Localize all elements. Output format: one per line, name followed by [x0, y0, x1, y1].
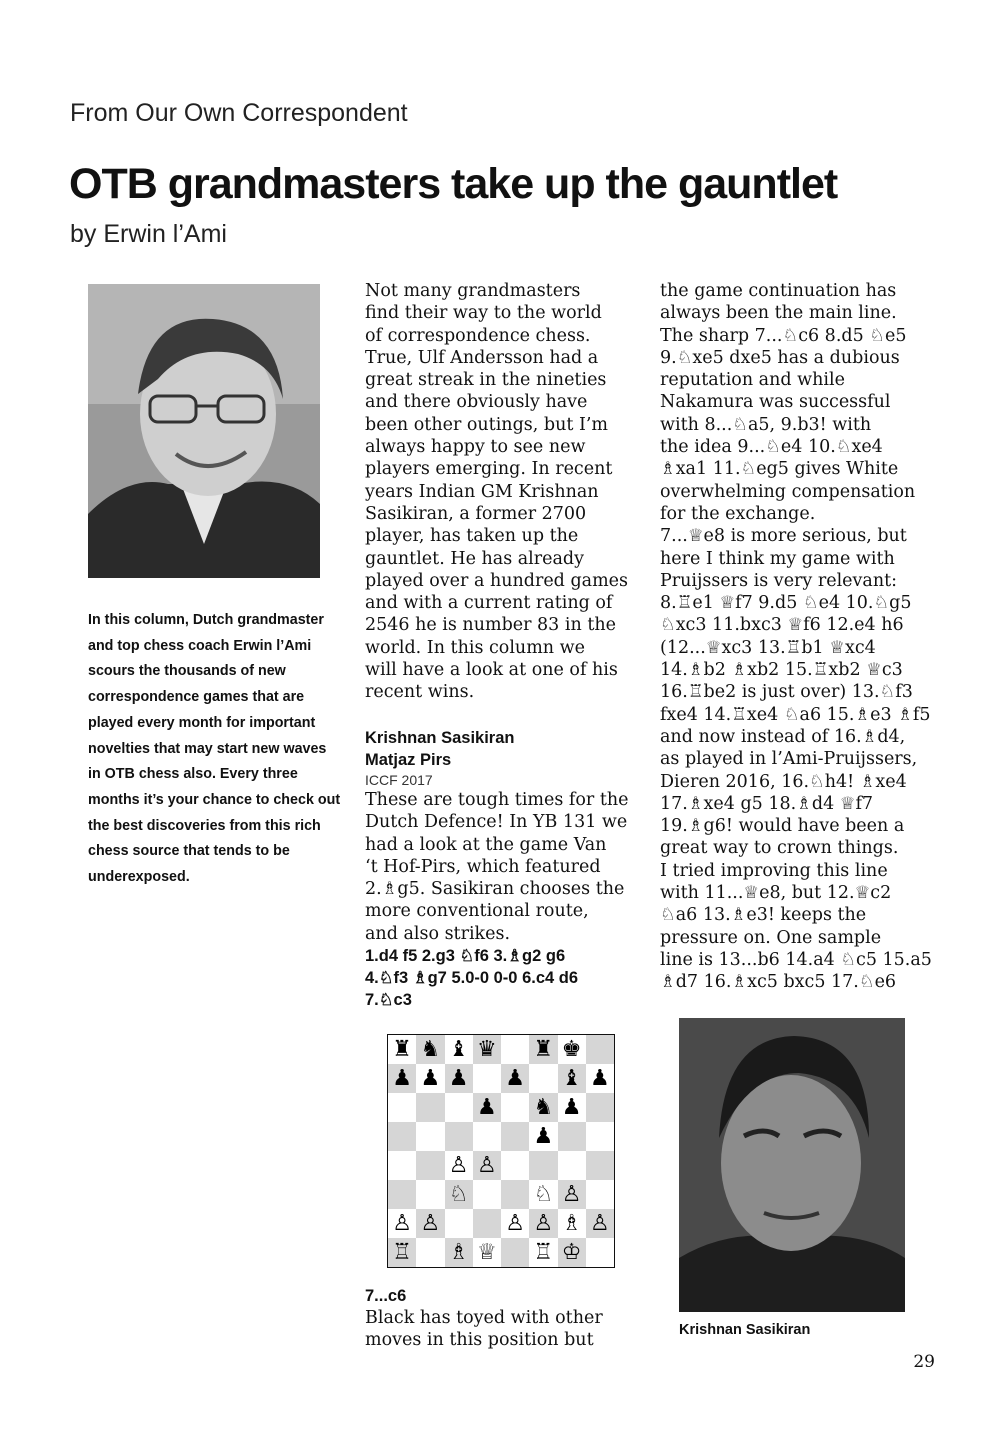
chess-piece: ♙	[561, 1181, 582, 1207]
text-line: player, has taken up the	[365, 526, 579, 547]
square-h2	[586, 1209, 614, 1238]
square-h5	[586, 1122, 614, 1151]
chess-piece: ♙	[590, 1210, 610, 1236]
text-line: great streak in the nineties	[365, 370, 607, 391]
text-line: The sharp 7...♘c6 8.d5 ♘e5	[660, 325, 907, 346]
move-line: 7.♘c3	[365, 991, 412, 1010]
text-line: recent wins.	[365, 682, 475, 703]
text-line: 17.♗xe4 g5 18.♗d4 ♕f7	[660, 793, 874, 814]
square-b4	[416, 1151, 444, 1180]
chess-piece: ♚	[561, 1036, 582, 1062]
square-f5	[529, 1122, 557, 1151]
square-e7	[501, 1064, 529, 1093]
chess-piece: ♘	[448, 1181, 469, 1207]
square-f7	[529, 1064, 557, 1093]
square-a7	[388, 1064, 416, 1093]
article-headline: OTB grandmasters take up the gauntlet	[69, 160, 838, 208]
square-g3	[558, 1180, 586, 1209]
square-a2	[388, 1209, 416, 1238]
text-line: 16.♖be2 is just over) 13.♘f3	[660, 682, 913, 703]
chess-piece: ♝	[561, 1065, 582, 1091]
text-line: as played in l’Ami-Pruijssers,	[660, 749, 918, 770]
right-column	[660, 280, 940, 994]
square-a6	[388, 1093, 416, 1122]
text-line: Black has toyed with other	[365, 1308, 603, 1328]
square-d2	[473, 1209, 501, 1238]
chess-piece: ♕	[477, 1239, 497, 1265]
text-line: and there obviously have	[365, 392, 588, 413]
text-line: Dutch Defence! In YB 131 we	[365, 812, 628, 833]
text-line: 8.♖e1 ♕f7 9.d5 ♘e4 10.♘g5	[660, 593, 912, 614]
square-h8	[586, 1035, 614, 1064]
square-g6	[558, 1093, 586, 1122]
square-c3	[445, 1180, 473, 1209]
chess-piece: ♟	[477, 1094, 497, 1120]
byline: by Erwin l’Ami	[70, 220, 227, 248]
white-player: Krishnan Sasikiran	[365, 729, 515, 747]
chess-piece: ♝	[448, 1036, 469, 1062]
square-f6	[529, 1093, 557, 1122]
square-g7	[558, 1064, 586, 1093]
text-line: ‘t Hof-Pirs, which featured	[365, 856, 601, 877]
chess-piece: ♟	[533, 1123, 554, 1149]
text-line: Sasikiran, a former 2700	[365, 503, 587, 524]
square-h1	[586, 1238, 614, 1267]
text-line: the game continuation has	[660, 281, 897, 301]
text-line: True, Ulf Andersson had a	[365, 347, 599, 368]
chess-piece: ♙	[533, 1210, 554, 1236]
square-g5	[558, 1122, 586, 1151]
middle-column	[365, 280, 635, 704]
square-d1	[473, 1238, 501, 1267]
square-b5	[416, 1122, 444, 1151]
square-c1	[445, 1238, 473, 1267]
text-line: ♗d7 16.♗xc5 bxc5 17.♘e6	[660, 972, 897, 993]
square-c7	[445, 1064, 473, 1093]
chess-piece: ♗	[561, 1210, 582, 1236]
black-player: Matjaz Pirs	[365, 751, 452, 769]
square-a4	[388, 1151, 416, 1180]
square-d8	[473, 1035, 501, 1064]
square-g1	[558, 1238, 586, 1267]
chess-piece: ♛	[477, 1036, 497, 1062]
text-line: here I think my game with	[660, 548, 895, 569]
square-f1	[529, 1238, 557, 1267]
chess-piece: ♟	[392, 1065, 412, 1091]
text-line: of correspondence chess.	[365, 325, 591, 346]
square-b1	[416, 1238, 444, 1267]
square-e4	[501, 1151, 529, 1180]
chess-piece: ♙	[420, 1210, 441, 1236]
square-e6	[501, 1093, 529, 1122]
square-b3	[416, 1180, 444, 1209]
text-line: 14.♗b2 ♗xb2 15.♖xb2 ♕c3	[660, 660, 903, 681]
chess-piece: ♘	[533, 1181, 554, 1207]
after-diagram-text	[365, 1285, 635, 1352]
text-line: with 11...♕e8, but 12.♕c2	[660, 883, 892, 904]
chess-piece: ♜	[392, 1036, 412, 1062]
text-line: Dieren 2016, 16.♘h4! ♗xe4	[660, 771, 907, 792]
text-line: played over a hundred games	[365, 570, 629, 591]
text-line: ♗xa1 11.♘eg5 gives White	[660, 459, 899, 480]
chess-piece: ♞	[420, 1036, 441, 1062]
text-line: and also strikes.	[365, 923, 511, 944]
square-b8	[416, 1035, 444, 1064]
text-line: 2.♗g5. Sasikiran chooses the	[365, 879, 625, 900]
square-c2	[445, 1209, 473, 1238]
square-d4	[473, 1151, 501, 1180]
square-b7	[416, 1064, 444, 1093]
text-line: moves in this position but	[365, 1330, 594, 1351]
text-line: 19.♗g6! would have been a	[660, 816, 905, 837]
section-label: From Our Own Correspondent	[70, 99, 408, 127]
text-line: Not many grandmasters	[365, 281, 581, 301]
text-line: been other outings, but I’m	[365, 414, 609, 435]
chess-piece: ♙	[505, 1210, 525, 1236]
text-line: players emerging. In recent	[365, 459, 613, 480]
text-line: world. In this column we	[365, 637, 585, 658]
text-line: I tried improving this line	[660, 860, 888, 881]
chess-piece: ♖	[533, 1239, 554, 1265]
chess-piece: ♟	[420, 1065, 441, 1091]
square-a8	[388, 1035, 416, 1064]
text-line: with 8...♘a5, 9.b3! with	[660, 414, 872, 435]
text-line: line is 13...b6 14.a4 ♘c5 15.a5	[660, 949, 932, 970]
square-g2	[558, 1209, 586, 1238]
square-f4	[529, 1151, 557, 1180]
move-heading: 7...c6	[365, 1287, 407, 1305]
square-d5	[473, 1122, 501, 1151]
square-f8	[529, 1035, 557, 1064]
text-line: find their way to the world	[365, 303, 602, 324]
text-line: always happy to see new	[365, 437, 586, 458]
chess-piece: ♙	[448, 1152, 469, 1178]
text-line: ♘a6 13.♗e3! keeps the	[660, 905, 867, 926]
square-e1	[501, 1238, 529, 1267]
text-line: 9.♘xe5 dxe5 has a dubious	[660, 347, 900, 368]
square-a3	[388, 1180, 416, 1209]
square-e5	[501, 1122, 529, 1151]
square-h4	[586, 1151, 614, 1180]
chess-piece: ♙	[477, 1152, 497, 1178]
square-d3	[473, 1180, 501, 1209]
chess-diagram	[387, 1034, 615, 1268]
chess-piece: ♟	[448, 1065, 469, 1091]
text-line: overwhelming compensation	[660, 481, 916, 502]
text-line: Pruijssers is very relevant:	[660, 570, 898, 591]
text-line: had a look at the game Van	[365, 834, 607, 855]
text-line: These are tough times for the	[365, 790, 629, 810]
square-f2	[529, 1209, 557, 1238]
text-line: great way to crown things.	[660, 838, 899, 859]
move-line: 1.d4 f5 2.g3 ♘f6 3.♗g2 g6	[365, 947, 566, 966]
chess-piece: ♟	[590, 1065, 610, 1091]
square-b2	[416, 1209, 444, 1238]
square-b6	[416, 1093, 444, 1122]
text-line: ♘xc3 11.bxc3 ♕f6 12.e4 h6	[660, 615, 904, 636]
page-number: 29	[913, 1352, 935, 1372]
square-g4	[558, 1151, 586, 1180]
text-line: 2546 he is number 83 in the	[365, 615, 616, 636]
square-g8	[558, 1035, 586, 1064]
chess-piece: ♞	[533, 1094, 554, 1120]
square-e8	[501, 1035, 529, 1064]
text-line: gauntlet. He has already	[365, 548, 585, 569]
text-line: will have a look at one of his	[365, 660, 618, 681]
square-d6	[473, 1093, 501, 1122]
text-line: for the exchange.	[660, 503, 816, 524]
square-d7	[473, 1064, 501, 1093]
chess-piece: ♗	[448, 1239, 469, 1265]
chess-piece: ♟	[561, 1094, 582, 1120]
square-h7	[586, 1064, 614, 1093]
text-line: years Indian GM Krishnan	[365, 481, 599, 502]
author-bio: In this column, Dutch grandmaster and top chess coach Erwin l’Ami scours the thousands of new correspondence games that are played every month for important novelties that may start new waves in OTB chess also. Every three months it’s your chance to check out the best discoveries from this rich chess source that tends to be underexposed.	[88, 612, 341, 886]
square-h6	[586, 1093, 614, 1122]
square-c6	[445, 1093, 473, 1122]
square-e2	[501, 1209, 529, 1238]
move-line: 4.♘f3 ♗g7 5.0-0 0-0 6.c4 d6	[365, 969, 579, 988]
player-photo	[679, 1018, 905, 1312]
text-line: the idea 9...♘e4 10.♘xe4	[660, 437, 883, 458]
event-label: ICCF 2017	[365, 772, 433, 788]
text-line: reputation and while	[660, 370, 845, 391]
text-line: more conventional route,	[365, 901, 589, 922]
square-a5	[388, 1122, 416, 1151]
square-c5	[445, 1122, 473, 1151]
game-header	[365, 727, 635, 1011]
author-photo	[88, 284, 320, 578]
chess-piece: ♙	[392, 1210, 412, 1236]
square-h3	[586, 1180, 614, 1209]
text-line: always been the main line.	[660, 303, 897, 324]
text-line: fxe4 14.♖xe4 ♘a6 15.♗e3 ♗f5	[660, 704, 931, 725]
square-c8	[445, 1035, 473, 1064]
text-line: Nakamura was successful	[660, 392, 891, 413]
photo-caption: Krishnan Sasikiran	[679, 1322, 811, 1338]
square-a1	[388, 1238, 416, 1267]
square-e3	[501, 1180, 529, 1209]
chess-piece: ♜	[533, 1036, 554, 1062]
square-f3	[529, 1180, 557, 1209]
text-line: 7...♕e8 is more serious, but	[660, 526, 907, 547]
square-c4	[445, 1151, 473, 1180]
text-line: pressure on. One sample	[660, 927, 882, 948]
chess-piece: ♟	[505, 1065, 525, 1091]
text-line: and now instead of 16.♗d4,	[660, 726, 906, 747]
text-line: and with a current rating of	[365, 593, 613, 614]
chess-piece: ♖	[392, 1239, 412, 1265]
text-line: (12...♕xc3 13.♖b1 ♕xc4	[660, 637, 876, 658]
chess-piece: ♔	[561, 1239, 582, 1265]
